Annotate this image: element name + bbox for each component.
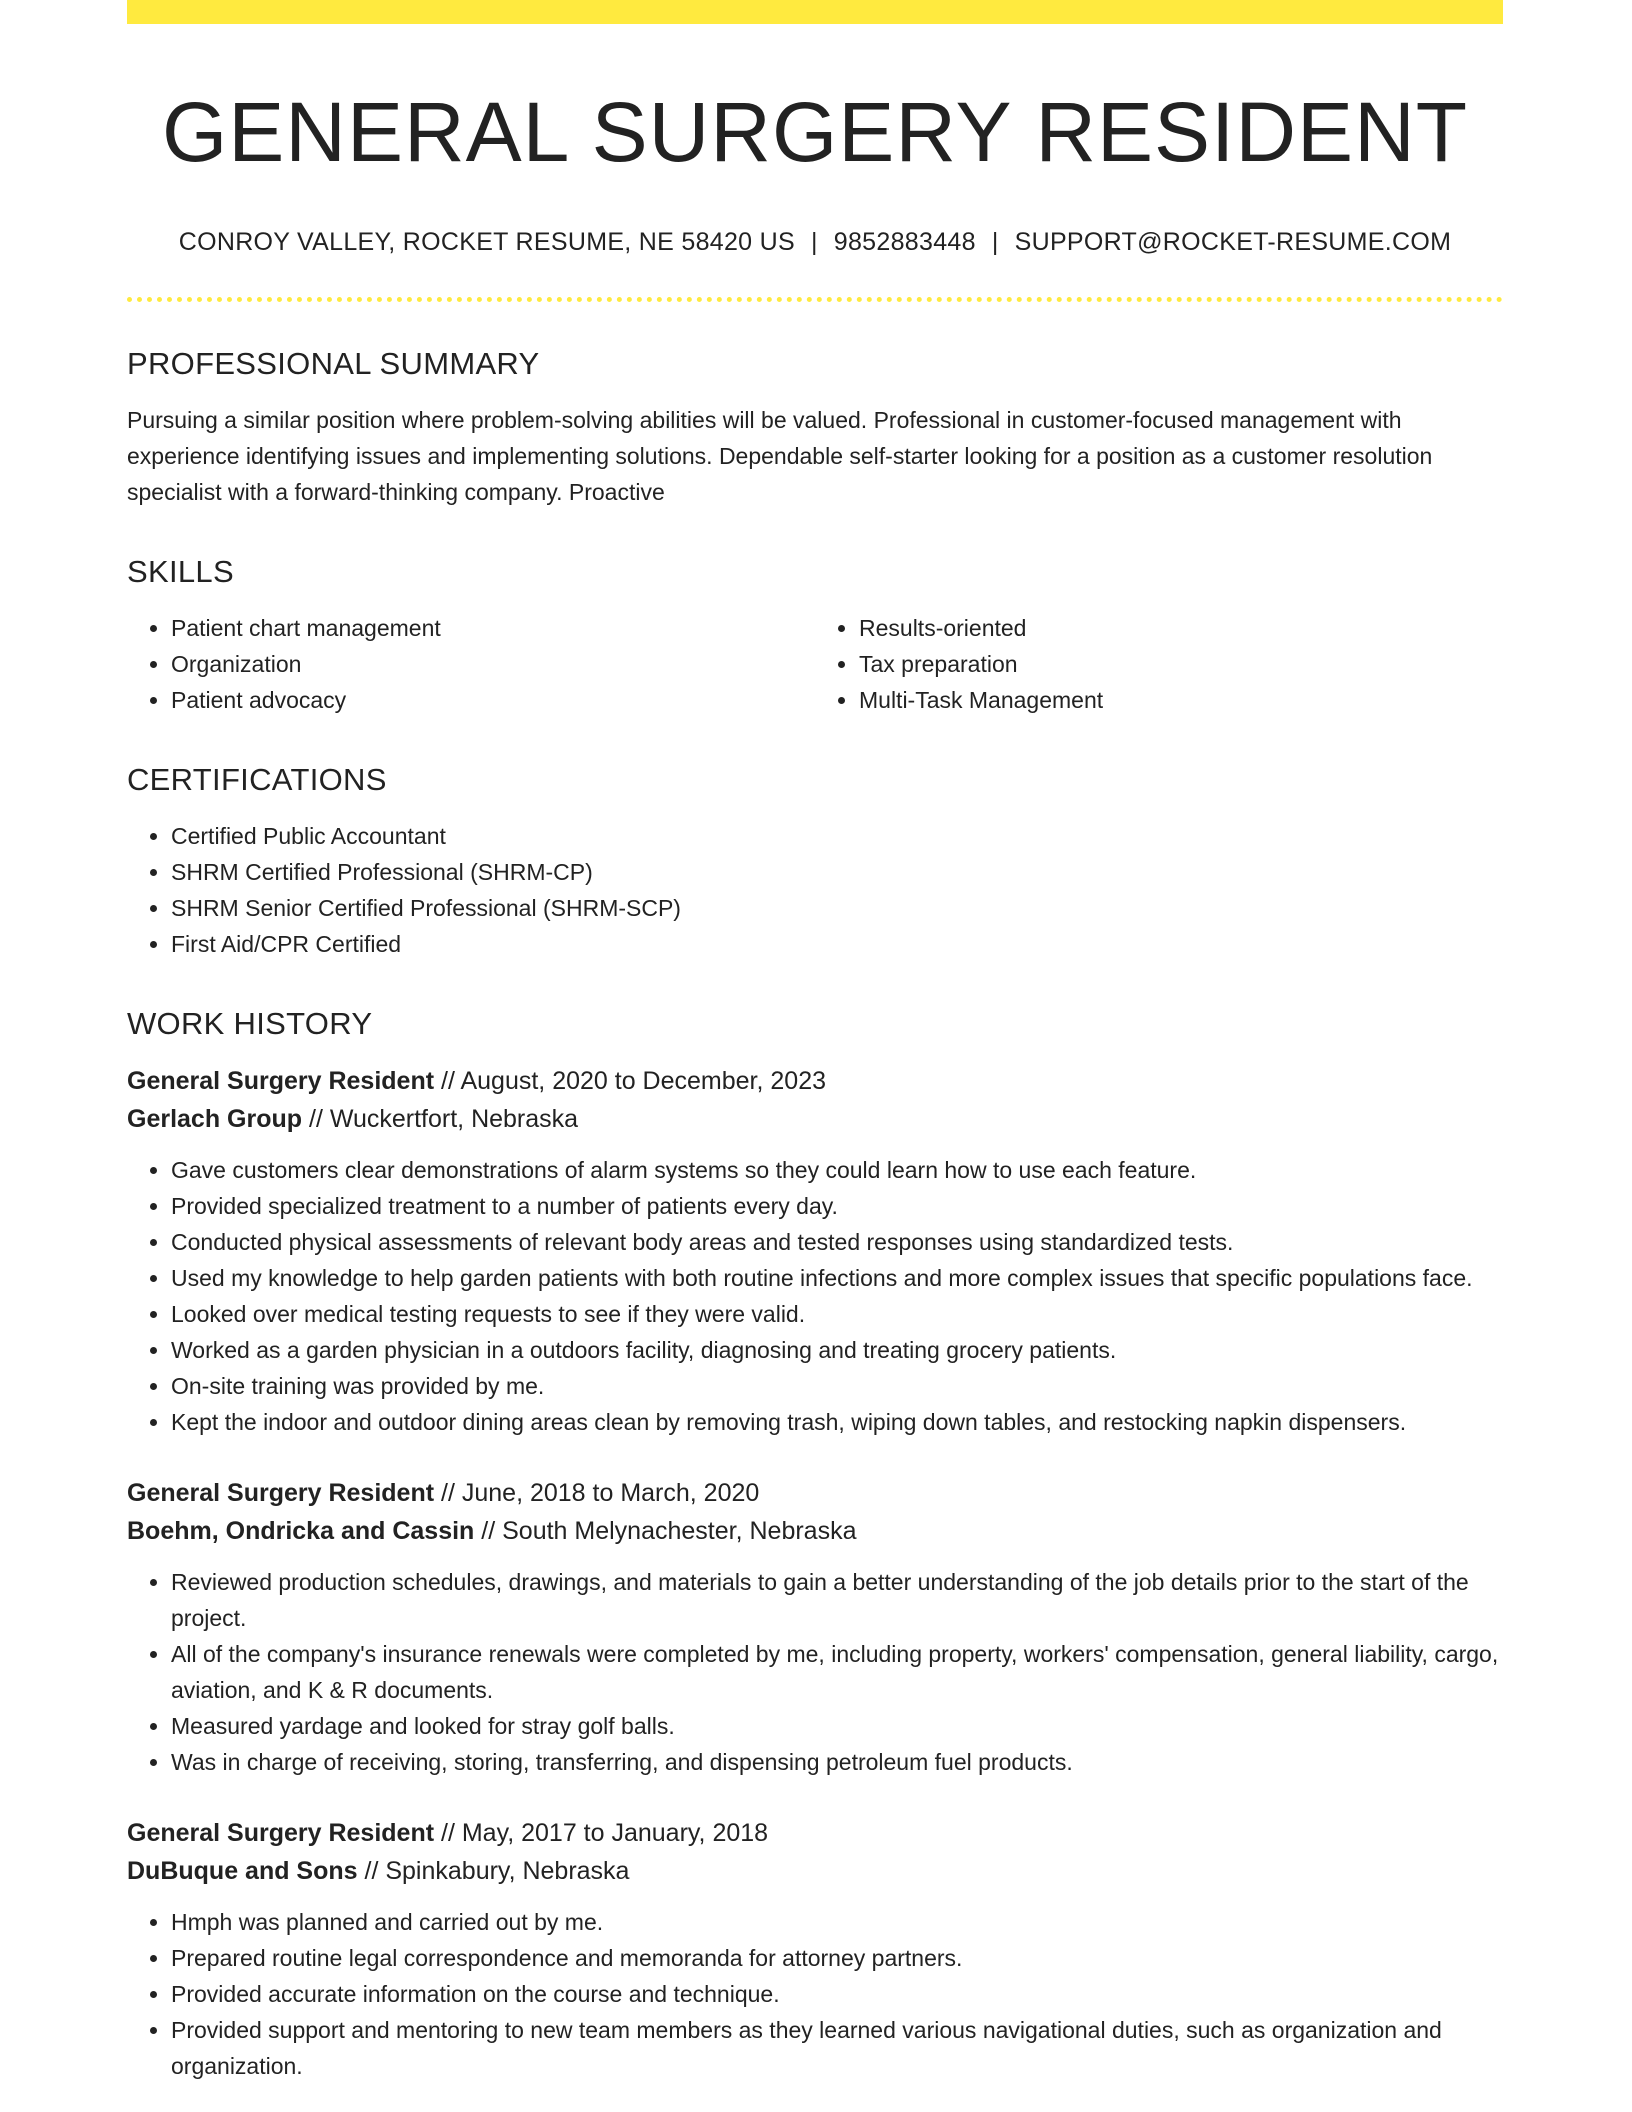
job-company-line xyxy=(127,1100,1503,1138)
job-bullet: • Was in charge of receiving, storing, transferring, and dispensing petroleum fuel products. xyxy=(171,1744,1503,1780)
phone[interactable]: 9852883448 xyxy=(833,228,976,257)
certifications-heading: CERTIFICATIONS xyxy=(127,762,387,798)
job-bullets xyxy=(127,1564,1503,1780)
job-bullet: • Measured yardage and looked for stray golf balls. xyxy=(171,1708,1503,1744)
certification-item: • First Aid/CPR Certified xyxy=(171,926,1503,962)
resume-title: GENERAL SURGERY RESIDENT xyxy=(161,85,1469,179)
summary-heading: PROFESSIONAL SUMMARY xyxy=(127,346,540,382)
job-bullet: • Kept the indoor and outdoor dining areas clean by removing trash, wiping down tables, and restocking napkin dispensers. xyxy=(171,1404,1503,1440)
job-bullet: • Hmph was planned and carried out by me. xyxy=(171,1904,1503,1940)
job-role-line xyxy=(127,1474,1503,1512)
job-location: // South Melynachester, Nebraska xyxy=(481,1517,857,1546)
job-dates: // May, 2017 to January, 2018 xyxy=(441,1819,769,1848)
job-role: General Surgery Resident xyxy=(127,1479,435,1508)
skills-columns xyxy=(127,610,1503,718)
accent-bar xyxy=(127,0,1503,24)
job-bullet: • Provided specialized treatment to a number of patients every day. xyxy=(171,1188,1503,1224)
skill-item: • Patient chart management xyxy=(171,610,815,646)
skill-item: • Multi-Task Management xyxy=(859,682,1503,718)
job-role: General Surgery Resident xyxy=(127,1819,435,1848)
skill-item: • Patient advocacy xyxy=(171,682,815,718)
job-entry xyxy=(127,1474,1503,1780)
resume-page xyxy=(127,0,1503,2084)
skill-item: • Tax preparation xyxy=(859,646,1503,682)
separator: | xyxy=(810,228,818,257)
job-company: Boehm, Ondricka and Cassin xyxy=(127,1517,475,1546)
summary-text: Pursuing a similar position where problem-solving abilities will be valued. Professional in customer-focused management with experience identifying issues and implementing solutions. Dependable self-starter looking for a position as a customer resolution specialist with a forward-thinking company. Proactive xyxy=(127,407,1433,506)
skills-heading: SKILLS xyxy=(127,554,234,590)
job-bullet: • Reviewed production schedules, drawings, and materials to gain a better understanding of the job details prior to the start of the project. xyxy=(171,1564,1503,1636)
job-bullet: • Provided accurate information on the course and technique. xyxy=(171,1976,1503,2012)
job-role: General Surgery Resident xyxy=(127,1067,435,1096)
certification-item: • Certified Public Accountant xyxy=(171,818,1503,854)
job-bullet: • Gave customers clear demonstrations of alarm systems so they could learn how to use each feature. xyxy=(171,1152,1503,1188)
skill-item: • Organization xyxy=(171,646,815,682)
job-location: // Wuckertfort, Nebraska xyxy=(309,1105,579,1134)
dotted-divider xyxy=(127,297,1503,302)
job-company-line xyxy=(127,1512,1503,1550)
job-company-line xyxy=(127,1852,1503,1890)
separator: | xyxy=(991,228,999,257)
job-role-line xyxy=(127,1062,1503,1100)
certifications-section xyxy=(127,762,1503,962)
job-bullet: • Conducted physical assessments of relevant body areas and tested responses using standardized tests. xyxy=(171,1224,1503,1260)
job-bullet: • Looked over medical testing requests to see if they were valid. xyxy=(171,1296,1503,1332)
work-history-section xyxy=(127,1006,1503,2084)
job-dates: // June, 2018 to March, 2020 xyxy=(441,1479,760,1508)
contact-line xyxy=(127,228,1503,257)
certification-item: • SHRM Senior Certified Professional (SHRM-SCP) xyxy=(171,890,1503,926)
job-role-line xyxy=(127,1814,1503,1852)
email[interactable]: SUPPORT@ROCKET-RESUME.COM xyxy=(1014,228,1452,257)
job-company: Gerlach Group xyxy=(127,1105,303,1134)
job-bullet: • Provided support and mentoring to new team members as they learned various navigational duties, such as organization and organization. xyxy=(171,2012,1503,2084)
skills-list-right xyxy=(815,610,1503,718)
address: CONROY VALLEY, ROCKET RESUME, NE 58420 US xyxy=(178,228,795,257)
skills-list-left xyxy=(127,610,815,718)
job-bullet: • Worked as a garden physician in a outdoors facility, diagnosing and treating grocery patients. xyxy=(171,1332,1503,1368)
job-entry xyxy=(127,1814,1503,2084)
job-entry xyxy=(127,1062,1503,1440)
job-bullet: • Prepared routine legal correspondence and memoranda for attorney partners. xyxy=(171,1940,1503,1976)
certifications-list xyxy=(127,818,1503,962)
job-company: DuBuque and Sons xyxy=(127,1857,358,1886)
skills-section xyxy=(127,554,1503,718)
summary-section xyxy=(127,346,1503,510)
job-dates: // August, 2020 to December, 2023 xyxy=(441,1067,827,1096)
job-bullets xyxy=(127,1152,1503,1440)
job-bullet: • Used my knowledge to help garden patients with both routine infections and more complex issues that specific populations face. xyxy=(171,1260,1503,1296)
job-location: // Spinkabury, Nebraska xyxy=(364,1857,630,1886)
skill-item: • Results-oriented xyxy=(859,610,1503,646)
certification-item: • SHRM Certified Professional (SHRM-CP) xyxy=(171,854,1503,890)
job-bullets xyxy=(127,1904,1503,2084)
work-history-heading: WORK HISTORY xyxy=(127,1006,373,1042)
job-bullet: • All of the company's insurance renewals were completed by me, including property, workers' compensation, general liability, cargo, aviation, and K & R documents. xyxy=(171,1636,1503,1708)
job-bullet: • On-site training was provided by me. xyxy=(171,1368,1503,1404)
